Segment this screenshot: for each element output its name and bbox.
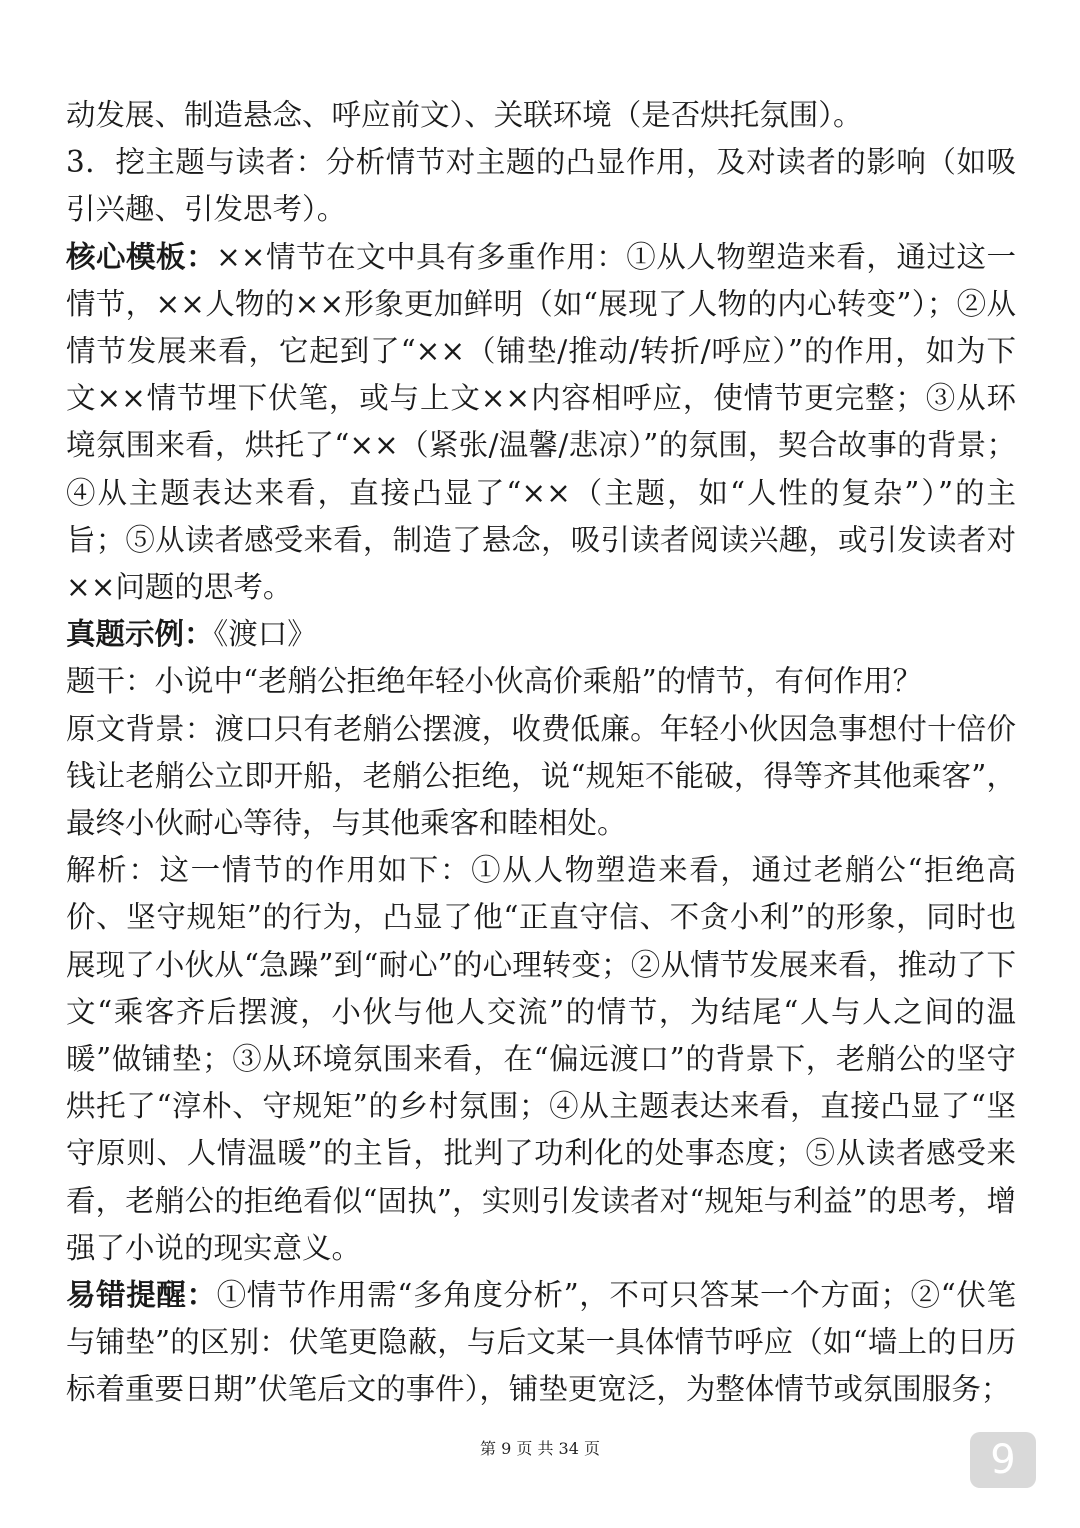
core-template-text: ××情节在文中具有多重作用：①从人物塑造来看，通过这一情节，××人物的××形象更加鲜明（如“展现了人物的内心转变”）；②从情节发展来看，它起到了“××（铺垫/推动/转折/呼应）”的作用，如为下文××情节埋下伏笔，或与上文××内容相呼应，使情节更完整；③从环境氛围来看，烘托了“××（紧张/温馨/悲凉）”的氛围，契合故事的背景；④从主题表达来看，直接凸显了“××（主题，如“人性的复杂”）”的主旨；⑤从读者感受来看，制造了悬念，吸引读者阅读兴趣，或引发读者对××问题的思考。 xyxy=(66,239,1016,605)
document-body xyxy=(66,92,1016,1414)
core-template-label: 核心模板： xyxy=(66,239,217,274)
paragraph-analysis: 解析：这一情节的作用如下：①从人物塑造来看，通过老艄公“拒绝高价、坚守规矩”的行为，凸显了他“正直守信、不贪小利”的形象，同时也展现了小伙从“急躁”到“耐心”的心理转变；②从情节发展来看，推动了下文“乘客齐后摆渡，小伙与他人交流”的情节，为结尾“人与人之间的温暖”做铺垫；③从环境氛围来看，在“偏远渡口”的背景下，老艄公的坚守烘托了“淳朴、守规矩”的乡村氛围；④从主题表达来看，直接凸显了“坚守原则、人情温暖”的主旨，批判了功利化的处事态度；⑤从读者感受来看，老艄公的拒绝看似“固执”，实则引发读者对“规矩与利益”的思考，增强了小说的现实意义。 xyxy=(66,853,1016,1265)
warning-label: 易错提醒： xyxy=(66,1278,217,1313)
paragraph-core-template xyxy=(66,234,1016,612)
page-footer: 第 9 页 共 34 页 xyxy=(480,1439,600,1458)
paragraph-background: 原文背景：渡口只有老艄公摆渡，收费低廉。年轻小伙因急事想付十倍价钱让老艄公立即开船，老艄公拒绝，说“规矩不能破，得等齐其他乘客”，最终小伙耐心等待，与其他乘客和睦相处。 xyxy=(66,711,1016,841)
paragraph-question: 题干：小说中“老艄公拒绝年轻小伙高价乘船”的情节，有何作用？ xyxy=(66,664,923,699)
example-title: 《渡口》 xyxy=(213,617,317,652)
example-label: 真题示例： xyxy=(66,617,214,652)
paragraph-theme-reader: 3．挖主题与读者：分析情节对主题的凸显作用，及对读者的影响（如吸引兴趣、引发思考）。 xyxy=(66,145,1016,227)
paragraph-continuation: 动发展、制造悬念、呼应前文）、关联环境（是否烘托氛围）。 xyxy=(66,98,863,132)
page-number-badge: 9 xyxy=(970,1432,1036,1488)
paragraph-warning xyxy=(66,1272,1016,1414)
warning-text: ①情节作用需“多角度分析”，不可只答某一个方面；②“伏笔与铺垫”的区别：伏笔更隐蔽，与后文某一具体情节呼应（如“墙上的日历标着重要日期”伏笔后文的事件），铺垫更宽泛，为整体情节或氛围服务； xyxy=(66,1278,1016,1407)
paragraph-example-heading xyxy=(66,611,1016,658)
